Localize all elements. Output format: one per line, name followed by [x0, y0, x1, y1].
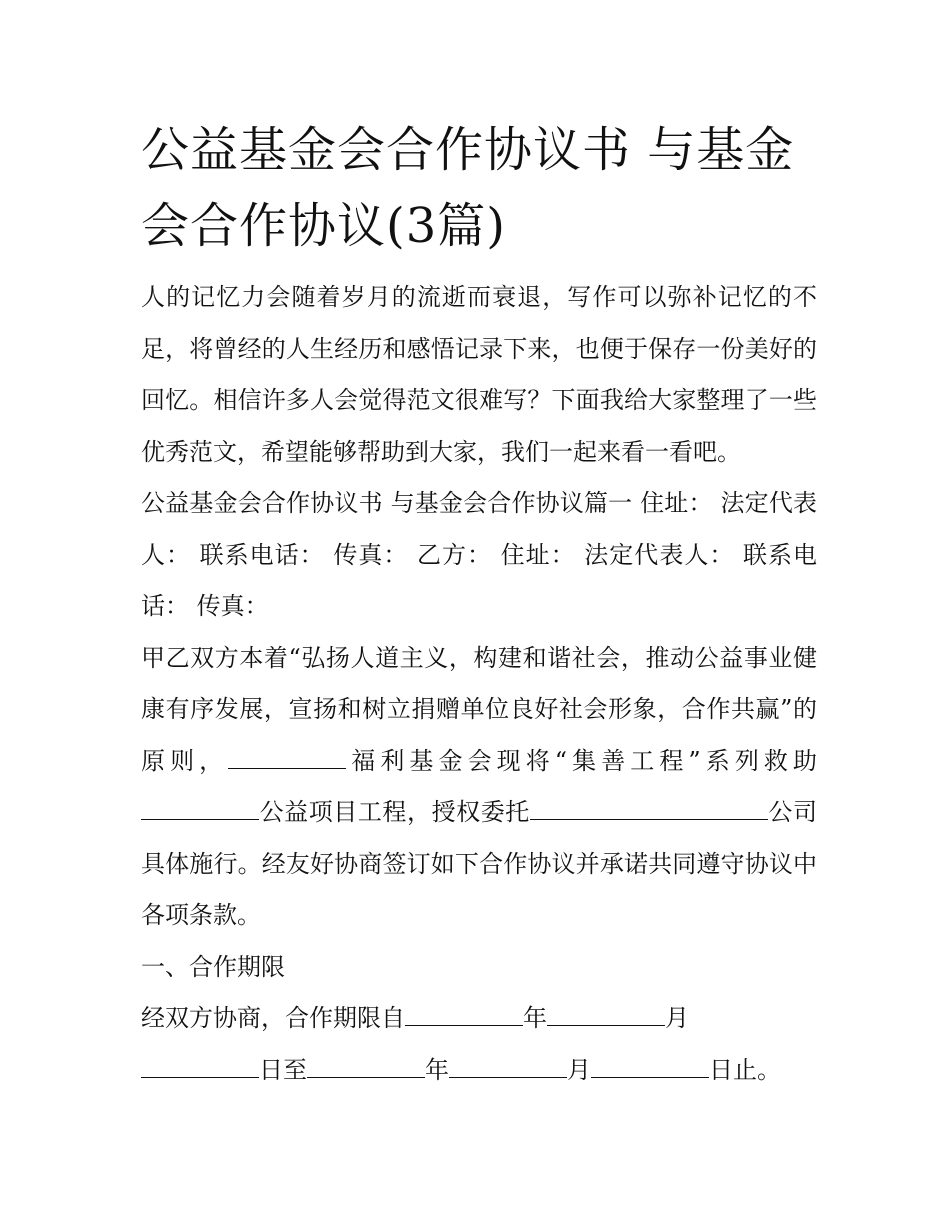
- section-heading-term: 一、合作期限: [141, 952, 285, 981]
- term-paragraph: [141, 993, 817, 1096]
- blank-line: [307, 1057, 425, 1078]
- principle-text-4: 公司具体施行。经友好协商签订如下合作协议并承诺共同遵守协议中各项条款。: [141, 798, 818, 929]
- blank-line: [141, 1057, 259, 1078]
- term-month-2: 月: [567, 1055, 591, 1084]
- term-year-1: 年: [523, 1004, 547, 1032]
- principle-text-1: 甲乙双方本着“弘扬人道主义，构建和谐社会，推动公益事业健康有序发展，宣扬和树立捐赠单位良好社会形象，合作共赢”的原则，: [141, 643, 817, 775]
- principle-paragraph: [141, 633, 817, 942]
- principle-text-3: 公益项目工程，授权委托: [259, 798, 530, 826]
- term-month-1: 月: [665, 1004, 689, 1032]
- blank-line: [547, 1005, 665, 1026]
- term-text-1: 经双方协商，合作期限自: [141, 1004, 405, 1032]
- document-page: [141, 112, 817, 1096]
- intro-paragraph: 人的记忆力会随着岁月的流逝而衰退，写作可以弥补记忆的不足，将曾经的人生经历和感悟记录下来，也便于保存一份美好的回忆。相信许多人会觉得范文很难写？下面我给大家整理了一些优秀范文，希望能够帮助到大家，我们一起来看一看吧。: [141, 283, 817, 466]
- blank-line: [449, 1057, 567, 1078]
- parties-paragraph: 公益基金会合作协议书 与基金会合作协议篇一 住址： 法定代表人： 联系电话： 传真： 乙方： 住址： 法定代表人： 联系电话： 传真：: [141, 489, 817, 620]
- term-day-end: 日止。: [709, 1055, 781, 1084]
- blank-line: [228, 748, 346, 769]
- term-year-2: 年: [425, 1055, 449, 1084]
- blank-line: [405, 1005, 523, 1026]
- principle-text-2: 福利基金会现将“集善工程”系列救助: [346, 746, 817, 775]
- blank-line: [530, 799, 768, 820]
- blank-line: [141, 799, 259, 820]
- document-title: 公益基金会合作协议书 与基金会合作协议(3篇): [141, 122, 795, 254]
- term-day-to: 日至: [259, 1055, 307, 1084]
- blank-line: [591, 1057, 709, 1078]
